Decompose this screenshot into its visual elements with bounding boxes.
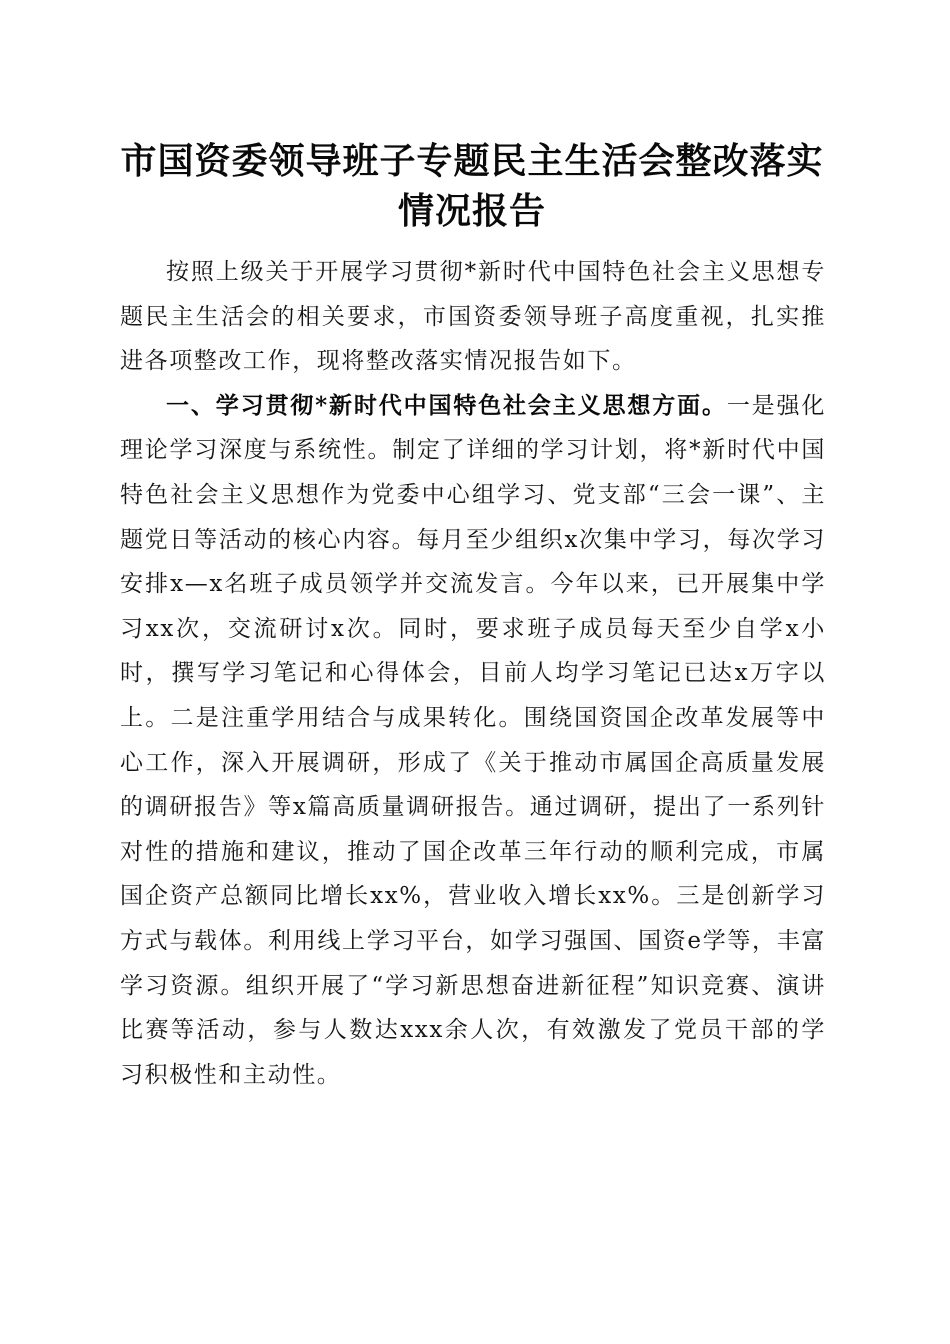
- section-one-text: 一是强化理论学习深度与系统性。制定了详细的学习计划，将*新时代中国特色社会主义思想作为党委中心组学习、党支部“三会一课”、主题党日等活动的核心内容。每月至少组织x次集中学习，每次学习安排x—x名班子成员领学并交流发言。今年以来，已开展集中学习xx次，交流研讨x次。同时，要求班子成员每天至少自学x小时，撰写学习笔记和心得体会，目前人均学习笔记已达x万字以上。二是注重学用结合与成果转化。围绕国资国企改革发展等中心工作，深入开展调研，形成了《关于推动市属国企高质量发展的调研报告》等x篇高质量调研报告。通过调研，提出了一系列针对性的措施和建议，推动了国企改革三年行动的顺利完成，市属国企资产总额同比增长xx%，营业收入增长xx%。三是创新学习方式与载体。利用线上学习平台，如学习强国、国资e学等，丰富学习资源。组织开展了“学习新思想奋进新征程”知识竞赛、演讲比赛等活动，参与人数达xxx余人次，有效激发了党员干部的学习积极性和主动性。: [120, 392, 826, 1088]
- document-title: 市国资委领导班子专题民主生活会整改落实情况报告: [120, 140, 824, 232]
- intro-paragraph-text: 按照上级关于开展学习贯彻*新时代中国特色社会主义思想专题民主生活会的相关要求，市国资委领导班子高度重视，扎实推进各项整改工作，现将整改落实情况报告如下。: [120, 259, 826, 375]
- intro-paragraph: [120, 250, 826, 384]
- document-body: [120, 250, 826, 1097]
- section-one-heading: 一、学习贯彻*新时代中国特色社会主义思想方面。: [166, 391, 727, 419]
- section-one-paragraph: [120, 384, 826, 1098]
